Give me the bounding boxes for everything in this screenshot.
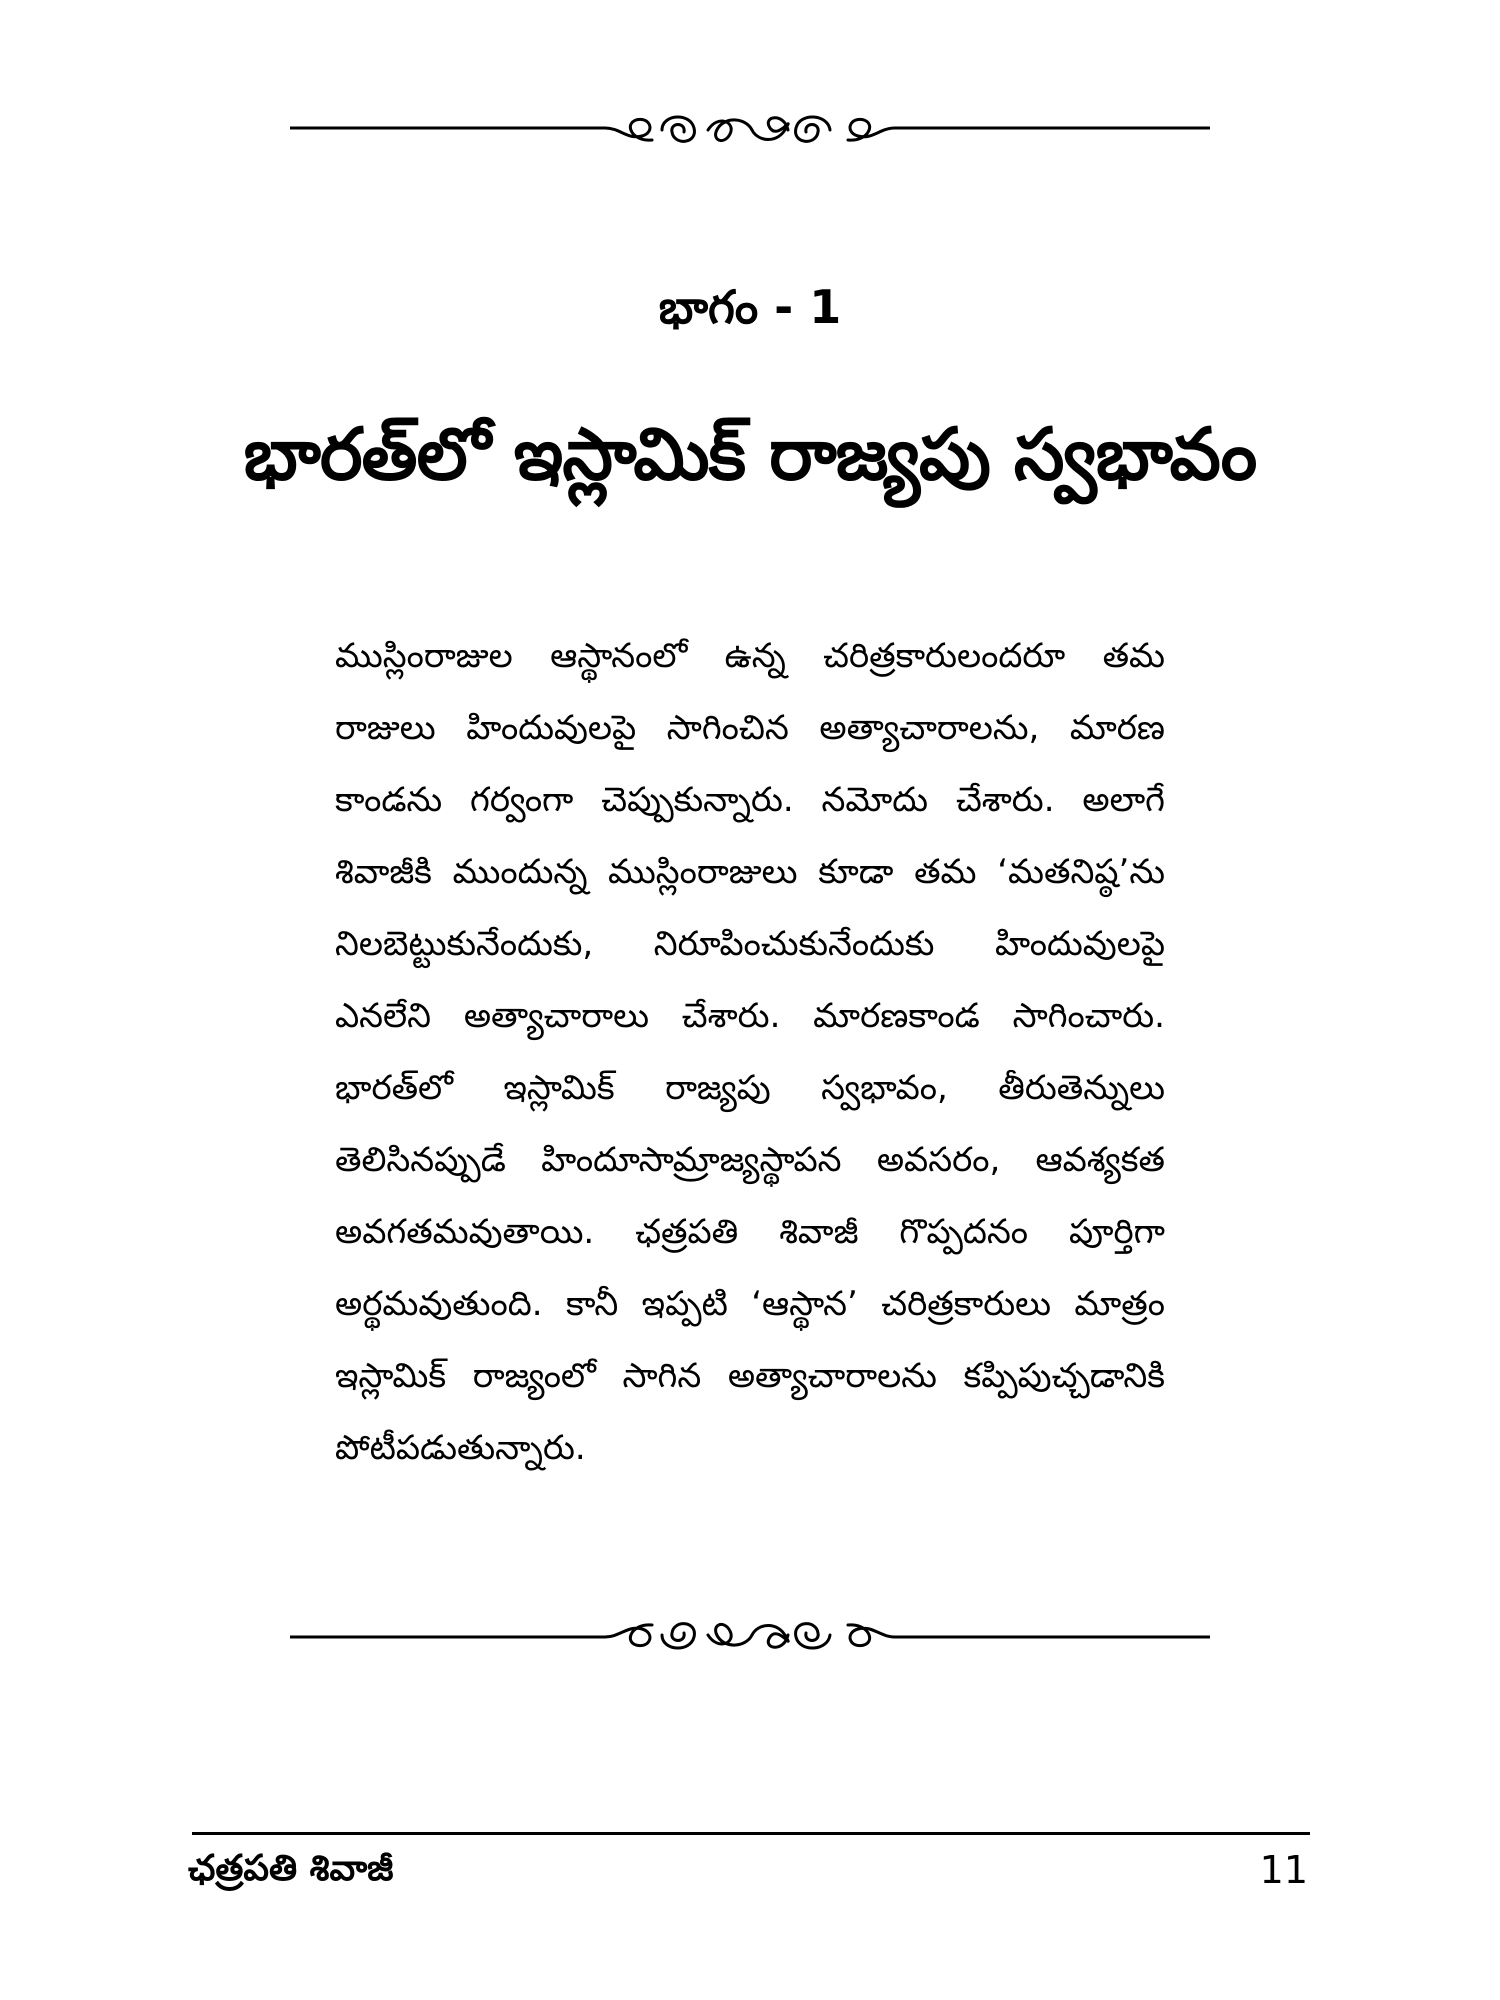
body-line: ఎనలేని అత్యాచారాలు చేశారు. మారణకాండ సాగించారు. — [335, 996, 1165, 1036]
body-line: శివాజీకి ముందున్న ముస్లింరాజులు కూడా తమ ‘మతనిష్ఠ’ను — [335, 852, 1165, 892]
footer-book-title: ఛత్రపతి శివాజీ — [188, 1848, 394, 1889]
body-line: పోటీపడుతున్నారు. — [335, 1428, 586, 1468]
body-line: భారత్‌లో ఇస్లామిక్ రాజ్యపు స్వభావం, తీరుతెన్నులు — [335, 1068, 1165, 1108]
footer-rule — [192, 1832, 1310, 1835]
page-number: 11 — [1259, 1848, 1308, 1892]
body-line: కాండను గర్వంగా చెప్పుకున్నారు. నమోదు చేశారు. అలాగే — [335, 780, 1165, 820]
top-ornament-divider — [290, 100, 1210, 160]
chapter-title: భారత్‌లో ఇస్లామిక్ రాజ్యపు స్వభావం — [243, 412, 1257, 496]
body-line: నిలబెట్టుకునేందుకు, నిరూపించుకునేందుకు హిందువులపై — [335, 924, 1165, 964]
body-line: రాజులు హిందువులపై సాగించిన అత్యాచారాలను, మారణ — [335, 708, 1165, 748]
body-paragraph — [335, 620, 1165, 1484]
body-line: ముస్లింరాజుల ఆస్థానంలో ఉన్న చరిత్రకారులందరూ తమ — [335, 636, 1165, 676]
body-line: అర్థమవుతుంది. కానీ ఇప్పటి ‘ఆస్థాన’ చరిత్రకారులు మాత్రం — [335, 1284, 1165, 1324]
part-label: భాగం - 1 — [658, 280, 842, 334]
bottom-ornament-divider — [290, 1605, 1210, 1665]
body-line: ఇస్లామిక్ రాజ్యంలో సాగిన అత్యాచారాలను కప్పిపుచ్చడానికి — [335, 1356, 1165, 1396]
body-line: అవగతమవుతాయి. ఛత్రపతి శివాజీ గొప్పదనం పూర్తిగా — [335, 1212, 1165, 1252]
body-line: తెలిసినప్పుడే హిందూసామ్రాజ్యస్థాపన అవసరం, ఆవశ్యకత — [335, 1140, 1165, 1180]
